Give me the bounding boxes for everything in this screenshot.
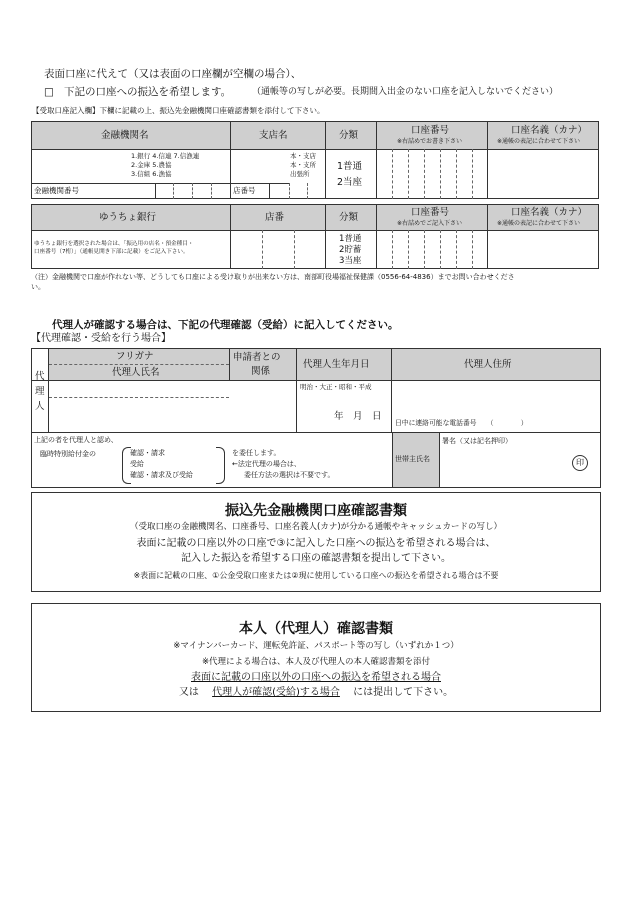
id-doc-line-4 xyxy=(32,686,600,701)
furigana-input[interactable] xyxy=(49,381,229,397)
householder-label: 世帯主氏名 xyxy=(395,455,430,463)
id-doc-proxy-case: 代理人が確認(受給)する場合 xyxy=(212,687,340,698)
proxy-side-2: 理 xyxy=(35,386,45,397)
yucho-holder-hint: ※通帳の表記に合わせて下さい xyxy=(497,220,581,227)
option-receive[interactable]: 受給 xyxy=(130,460,144,468)
proxy-side-1: 代 xyxy=(35,371,45,382)
bank-col-name: 金融機関名 xyxy=(101,130,149,141)
delegate-line-2: 臨時特別給付金の xyxy=(40,450,96,458)
phone-label[interactable]: 日中に連絡可能な電話番号 （ ） xyxy=(395,419,528,427)
birth-label: 代理人生年月日 xyxy=(303,359,370,370)
caution-line-2: い。 xyxy=(31,283,45,291)
bank-doc-box xyxy=(31,492,601,592)
address-label: 代理人住所 xyxy=(464,359,512,370)
bank-col-category: 分類 xyxy=(339,130,359,141)
account-holder-cell[interactable] xyxy=(487,149,599,199)
bank-table xyxy=(31,121,599,199)
yucho-col-name: ゆうちょ銀行 xyxy=(99,212,157,223)
proxy-name-label: 代理人氏名 xyxy=(112,367,160,378)
category-futsu: 1普通 xyxy=(337,161,363,172)
proxy-name-input[interactable] xyxy=(49,398,229,432)
bank-doc-line-1: （受取口座の金融機関名、口座番号、口座名義人(カナ)が分かる通帳やキャッシュカードの写し） xyxy=(130,522,502,532)
id-doc-line-3: 表面に記載の口座以外の口座への振込を希望される場合 xyxy=(191,672,441,683)
bank-account-hint: ※右詰めでお書き下さい xyxy=(397,138,463,145)
address-input[interactable] xyxy=(392,380,600,418)
intro-line-2: 下記の口座への振込を希望します。 xyxy=(64,86,232,98)
intro-checkbox[interactable]: □ xyxy=(44,86,54,98)
bank-doc-title: 振込先金融機関口座確認書類 xyxy=(225,503,407,519)
seal-mark: 印 xyxy=(572,455,588,471)
entrust-2: ←法定代理の場合は、 xyxy=(232,460,301,468)
yucho-category-2: 2貯蓄 xyxy=(339,245,362,255)
bank-doc-line-4: ※表面に記載の口座、①公金受取口座または②現に使用している口座への振込を希望される場合は不要 xyxy=(133,571,499,580)
yucho-table xyxy=(31,204,599,269)
yucho-category-3: 3当座 xyxy=(339,256,362,266)
bank-code-label: 金融機関番号 xyxy=(34,186,79,195)
id-doc-submit: には提出して下さい。 xyxy=(353,687,454,698)
yucho-col-branch: 店番 xyxy=(265,212,285,223)
relation-label-1: 申請者との xyxy=(233,352,281,363)
bank-doc-line-3: 記入した振込を希望する口座の確認書類を提出して下さい。 xyxy=(181,553,451,564)
proxy-instruction: 代理人が確認する場合は、下記の代理確認（受給）に記入してください。 xyxy=(52,319,399,331)
bank-doc-line-2: 表面に記載の口座以外の口座で③に記入した口座への振込を希望される場合は、 xyxy=(136,538,496,549)
caution-line-1: （注）金融機関で口座が作れない等、どうしても口座による受け取りが出来ない方は、南部町役場福祉保健課（0556-64-4836）までお問い合わせくださ xyxy=(31,273,515,281)
branch-type-2: 本・支所 xyxy=(290,161,316,169)
receive-heading: 【受取口座記入欄】下欄に記載の上、振込先金融機関口座確認書類を添付して下さい。 xyxy=(32,106,325,115)
proxy-section-label: 【代理確認・受給を行う場合】 xyxy=(31,333,171,344)
yucho-note-2: 口座番号（7桁）」（通帳見開き下部に記載）をご記入下さい。 xyxy=(34,249,189,255)
bank-type-1: 1.銀行 4.信連 7.信漁連 xyxy=(131,152,200,160)
yucho-account-hint: ※右詰めでご記入下さい xyxy=(397,220,463,227)
bank-col-holder: 口座名義（カナ） xyxy=(511,125,588,136)
bank-code-boxes[interactable] xyxy=(155,183,230,199)
delegate-line-1: 上記の者を代理人と認め、 xyxy=(34,436,118,444)
birth-ymd[interactable]: 年 月 日 xyxy=(334,411,382,422)
entrust-1: を委任します。 xyxy=(232,449,281,457)
branch-type-1: 本・支店 xyxy=(290,152,316,160)
intro-line-1: 表面口座に代えて（又は表面の口座欄が空欄の場合）、 xyxy=(44,68,302,80)
bank-type-3: 3.信組 6.漁協 xyxy=(131,170,172,178)
bank-col-account: 口座番号 xyxy=(411,125,450,136)
furigana-label: フリガナ xyxy=(116,351,154,362)
proxy-table xyxy=(31,348,601,488)
yucho-col-category: 分類 xyxy=(339,212,359,223)
relation-input[interactable] xyxy=(230,380,297,432)
category-cell[interactable] xyxy=(325,149,377,199)
bank-holder-hint: ※通帳の表記に合わせて下さい xyxy=(497,138,581,145)
proxy-side-3: 人 xyxy=(35,401,45,412)
id-doc-box xyxy=(31,603,601,712)
id-doc-title: 本人（代理人）確認書類 xyxy=(239,621,393,637)
id-doc-line-1: ※マイナンバーカード、運転免許証、パスポート等の写し（いずれか１つ） xyxy=(173,641,459,651)
option-confirm[interactable]: 確認・請求 xyxy=(130,449,165,457)
sign-label: 署名（又は記名押印） xyxy=(442,437,512,445)
yucho-holder-cell[interactable] xyxy=(487,230,599,269)
id-doc-line-2: ※代理による場合は、本人及び代理人の本人確認書類を添付 xyxy=(201,657,431,667)
branch-type-3: 出張所 xyxy=(290,170,310,178)
entrust-3: 委任方法の選択は不要です。 xyxy=(244,471,335,479)
yucho-col-account: 口座番号 xyxy=(411,207,450,218)
yucho-note-1: ゆうちょ銀行を選択された場合は、「振込用の店名・預金種目・ xyxy=(34,241,194,247)
yucho-col-holder: 口座名義（カナ） xyxy=(511,207,588,218)
yucho-category-1: 1普通 xyxy=(339,234,362,244)
yucho-branch-cell[interactable] xyxy=(230,230,326,269)
era-options[interactable]: 明治・大正・昭和・平成 xyxy=(300,383,372,391)
relation-label-2: 関係 xyxy=(251,366,271,377)
branch-code-label: 店番号 xyxy=(233,186,256,195)
id-doc-or: 又は xyxy=(178,687,199,698)
bank-type-2: 2.金庫 5.農協 xyxy=(131,161,172,169)
bank-col-branch: 支店名 xyxy=(259,130,288,141)
option-both[interactable]: 確認・請求及び受給 xyxy=(130,471,193,479)
category-toza: 2当座 xyxy=(337,177,363,188)
intro-note: （通帳等の写しが必要。長期間入出金のない口座を記入しないでください） xyxy=(252,87,559,97)
